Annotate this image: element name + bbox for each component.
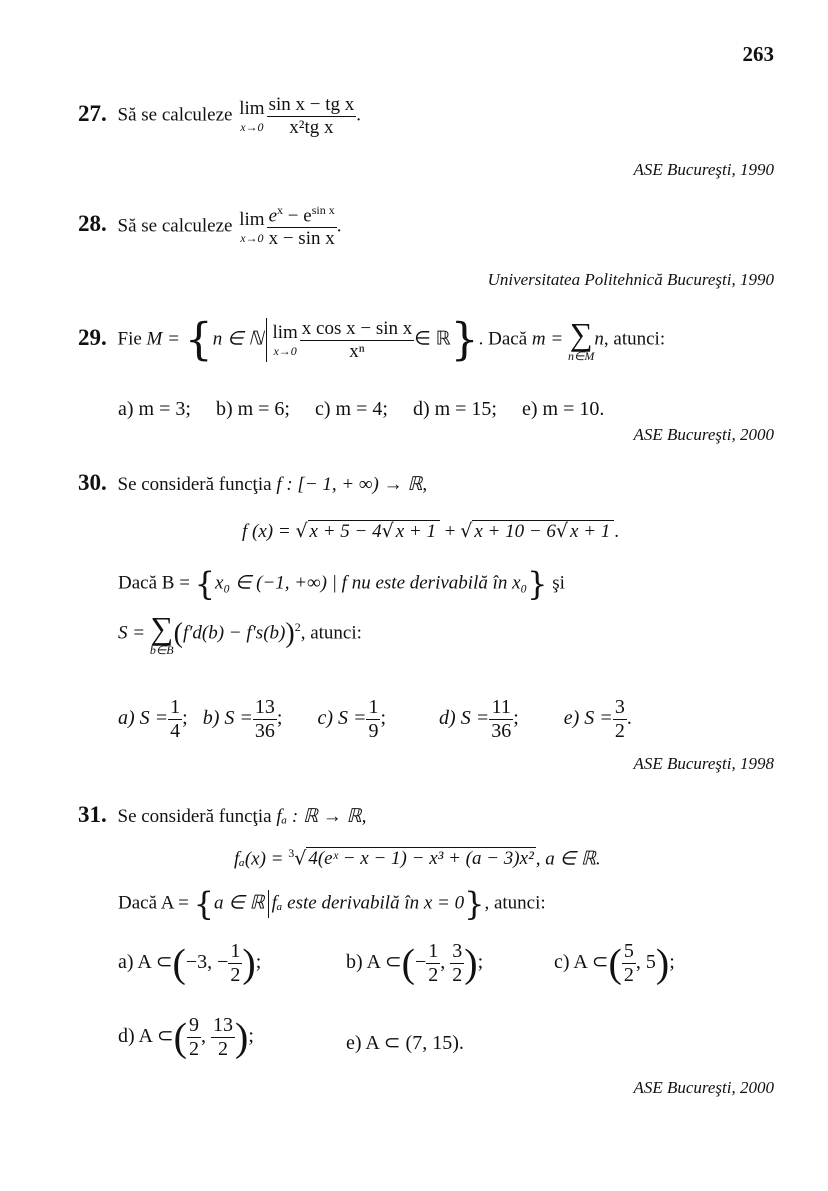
options-29: [118, 398, 604, 421]
option-a: a) m = 3;: [118, 398, 191, 420]
problem-number: 29.: [78, 324, 107, 350]
problem-30: 30. Se consideră funcţia f : [− 1, + ∞) → ℝ,: [78, 470, 428, 495]
option-31-c: c) A ⊂( $\frac{5}{2}$ , 5);: [554, 940, 675, 986]
problem-29: 29. Fie M = {n ∈ ℕ lim x→0 $\frac{\text{x cos x − sin x}}{\text{xⁿ}}$ ∈ ℝ}. Dacă m = ∑ n∈M n, atunci:: [78, 314, 666, 366]
sum-symbol: ∑ b∈B: [149, 610, 174, 657]
problem-intro: Să se calculeze: [117, 104, 233, 126]
option-31-a: a) A ⊂(−3, − $\frac{1}{2}$ );: [118, 940, 262, 986]
option-31-d: d) A ⊂( $\frac{9}{2}$ , $\frac{13}{2}$ );: [118, 1014, 254, 1060]
problem-number: 27.: [78, 100, 107, 126]
problem-number: 30.: [78, 470, 107, 495]
problem-number: 28.: [78, 211, 107, 237]
problem-28: 28. Să se calculeze lim x→0 $\frac{e^x - e^{sin x}}{\text{x − sin x}}$ .: [78, 203, 342, 250]
option-b: b) m = 6;: [215, 398, 290, 420]
fraction: $\frac{\text{sin x − tg x}}{\text{x²tg x}}$: [268, 94, 355, 138]
option-d: d) m = 15;: [412, 398, 497, 420]
option-a: a) S = $\frac{1}{4}$ ;: [118, 696, 188, 742]
fraction: $\frac{e^x - e^{sin x}}{\text{x − sin x}}$: [268, 203, 335, 250]
fraction: $\frac{\text{x cos x − sin x}}{\text{xⁿ}}$: [301, 318, 413, 362]
source-30: ASE Bucureşti, 1998: [633, 754, 774, 773]
option-31-e: e) A ⊂ (7, 15).: [346, 1032, 464, 1054]
limit: lim x→0: [239, 98, 265, 135]
problem-number: 31.: [78, 802, 107, 827]
function-definition-31: fₐ(x) = $^3$√ 4(eˣ − x − 1) − x³ + (a − 3)x² , a ∈ ℝ.: [234, 846, 601, 870]
problem-31: 31. Se consideră funcţia fₐ : ℝ → ℝ,: [78, 802, 367, 827]
source-28: Universitatea Politehnică Bucureşti, 1990: [487, 270, 774, 289]
s-definition: S = ∑ b∈B $(f'd(b) - f's(b))^2$, atunci:: [118, 610, 362, 657]
set-b-definition: Dacă B = {x₀ ∈ (−1, +∞) | f nu este derivabilă în x₀} şi: [118, 565, 565, 603]
option-31-b: b) A ⊂(− $\frac{1}{2}$ , $\frac{3}{2}$ );: [346, 940, 484, 986]
option-b: b) S = $\frac{13}{36}$ ;: [202, 696, 283, 742]
problem-27: 27. Să se calculeze lim x→0 $\frac{\text{sin x − tg x}}{\text{x²tg x}}$ .: [78, 94, 361, 138]
source-29: ASE Bucureşti, 2000: [633, 425, 774, 444]
options-30: [118, 696, 632, 743]
limit: lim x→0: [239, 209, 265, 246]
option-d: d) S = $\frac{11}{36}$ ;: [439, 696, 519, 742]
page-number: 263: [742, 42, 774, 66]
set-a-definition: Dacă A = {a ∈ ℝ fₐ este derivabilă în x = 0}, atunci:: [118, 885, 546, 923]
problem-intro: Să se calculeze: [117, 215, 233, 237]
option-c: c) S = $\frac{1}{9}$ ;: [317, 696, 387, 742]
sum-symbol: ∑ n∈M: [567, 316, 595, 364]
option-e: e) m = 10.: [522, 398, 605, 420]
source-31: ASE Bucureşti, 2000: [633, 1078, 774, 1097]
option-e: e) S = $\frac{3}{2}$ .: [563, 696, 632, 742]
option-c: c) m = 4;: [315, 398, 388, 420]
source-27: ASE Bucureşti, 1990: [633, 160, 774, 179]
function-definition-30: f (x) = √ x + 5 − 4√ x + 1 + √ x + 10 − 6√ x + 1 .: [242, 520, 620, 542]
limit: lim x→0: [272, 322, 298, 359]
